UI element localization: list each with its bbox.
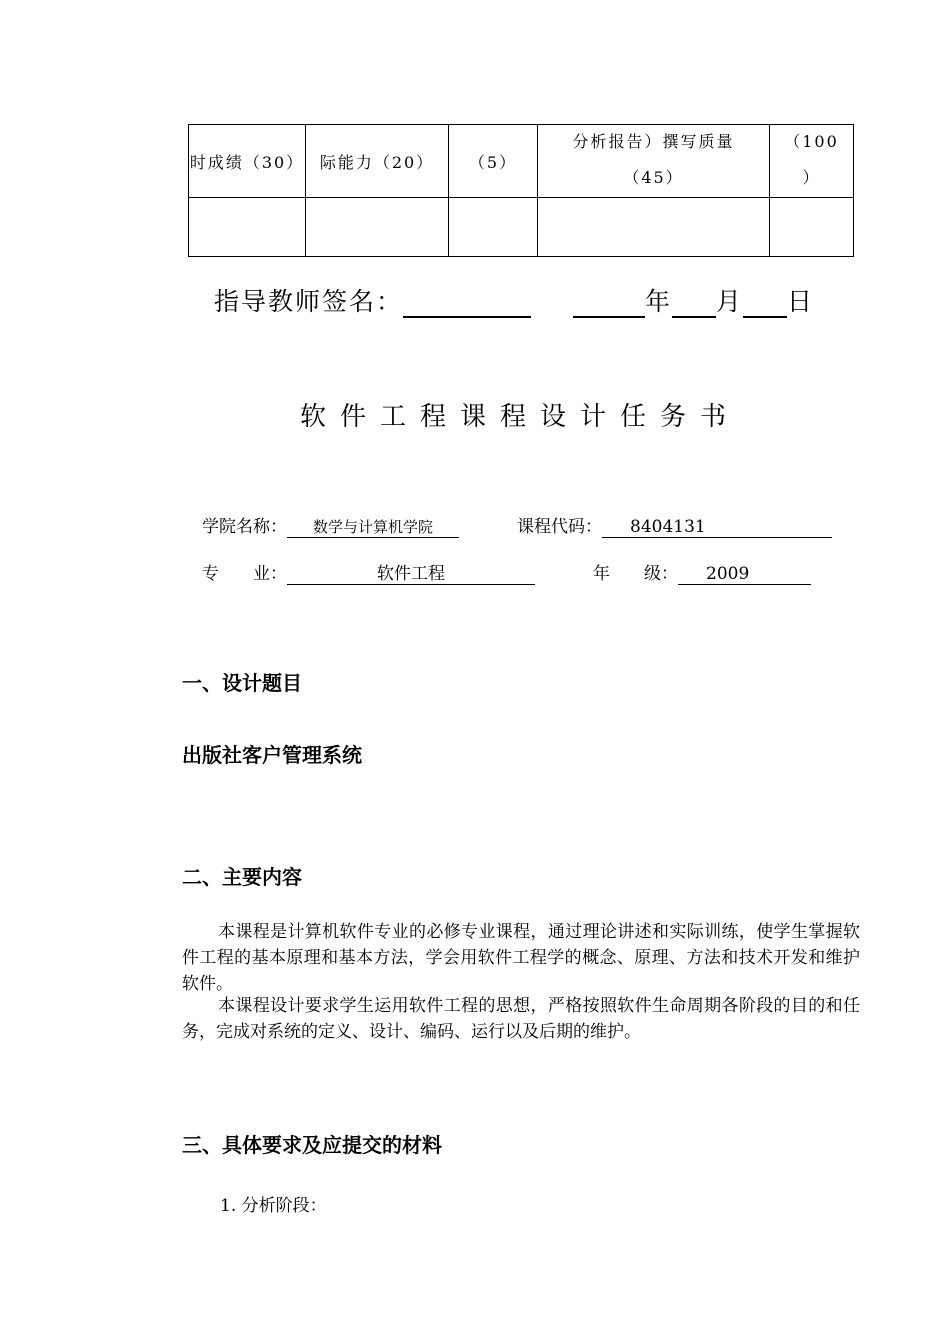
score-header-text: 时成绩（30） [189, 152, 305, 172]
score-header-cell [306, 125, 449, 198]
score-header-text-line2: （45） [623, 168, 684, 187]
major-row [202, 559, 535, 585]
score-table [188, 124, 854, 257]
score-header-cell [538, 125, 770, 198]
grade-value [678, 564, 811, 585]
college-value: 数学与计算机学院 [287, 517, 459, 538]
month-label: 月 [716, 287, 744, 316]
score-value-cell[interactable] [770, 198, 854, 257]
requirement-item-1: 1. 分析阶段： [220, 1196, 327, 1216]
score-header-text: 分析报告）撰写质量 [572, 132, 735, 151]
content-paragraph-2: 本课程设计要求学生运用软件工程的思想，严格按照软件生命周期各阶段的目的和任务，完成对系统的定义、设计、编码、运行以及后期的维护。 [182, 996, 860, 1042]
signature-blank[interactable] [403, 287, 531, 318]
signature-label: 指导教师签名： [214, 287, 404, 316]
score-value-cell[interactable] [306, 198, 449, 257]
score-table-header-row [189, 125, 854, 198]
score-header-text-line2: ） [802, 168, 821, 187]
day-blank[interactable] [743, 287, 787, 318]
major-value: 软件工程 [287, 564, 535, 585]
design-topic: 出版社客户管理系统 [182, 743, 362, 767]
score-value-cell[interactable] [449, 198, 538, 257]
score-header-text: （100 [784, 132, 839, 151]
course-code-value [602, 517, 832, 538]
grade-text: 2009 [706, 564, 750, 584]
course-code-row [517, 512, 832, 538]
year-label: 年 [645, 287, 673, 316]
course-code-label: 课程代码： [517, 517, 602, 537]
score-header-text: （5） [468, 152, 518, 172]
score-table-value-row [189, 198, 854, 257]
signature-line [214, 282, 814, 318]
score-header-cell [189, 125, 306, 198]
section-heading-1: 一、设计题目 [182, 671, 302, 695]
score-header-text: 际能力（20） [319, 152, 435, 172]
major-label: 专 业： [202, 564, 287, 584]
document-title: 软件工程课程设计任务书 [299, 402, 740, 432]
month-blank[interactable] [672, 287, 716, 318]
day-label: 日 [787, 287, 815, 316]
content-paragraph-1: 本课程是计算机软件专业的必修专业课程，通过理论讲述和实际训练，使学生掌握软件工程的基本原理和基本方法，学会用软件工程学的概念、原理、方法和技术开发和维护软件。 [182, 922, 860, 994]
course-code-text: 8404131 [630, 517, 706, 537]
section-heading-2: 二、主要内容 [182, 865, 302, 889]
year-blank[interactable] [573, 287, 645, 318]
grade-row [593, 559, 811, 585]
section-heading-3: 三、具体要求及应提交的材料 [182, 1133, 442, 1157]
score-value-cell[interactable] [538, 198, 770, 257]
score-value-cell[interactable] [189, 198, 306, 257]
score-header-cell [449, 125, 538, 198]
college-row [202, 512, 459, 538]
college-label: 学院名称： [202, 517, 287, 537]
score-header-cell [770, 125, 854, 198]
grade-label: 年 级： [593, 564, 678, 584]
